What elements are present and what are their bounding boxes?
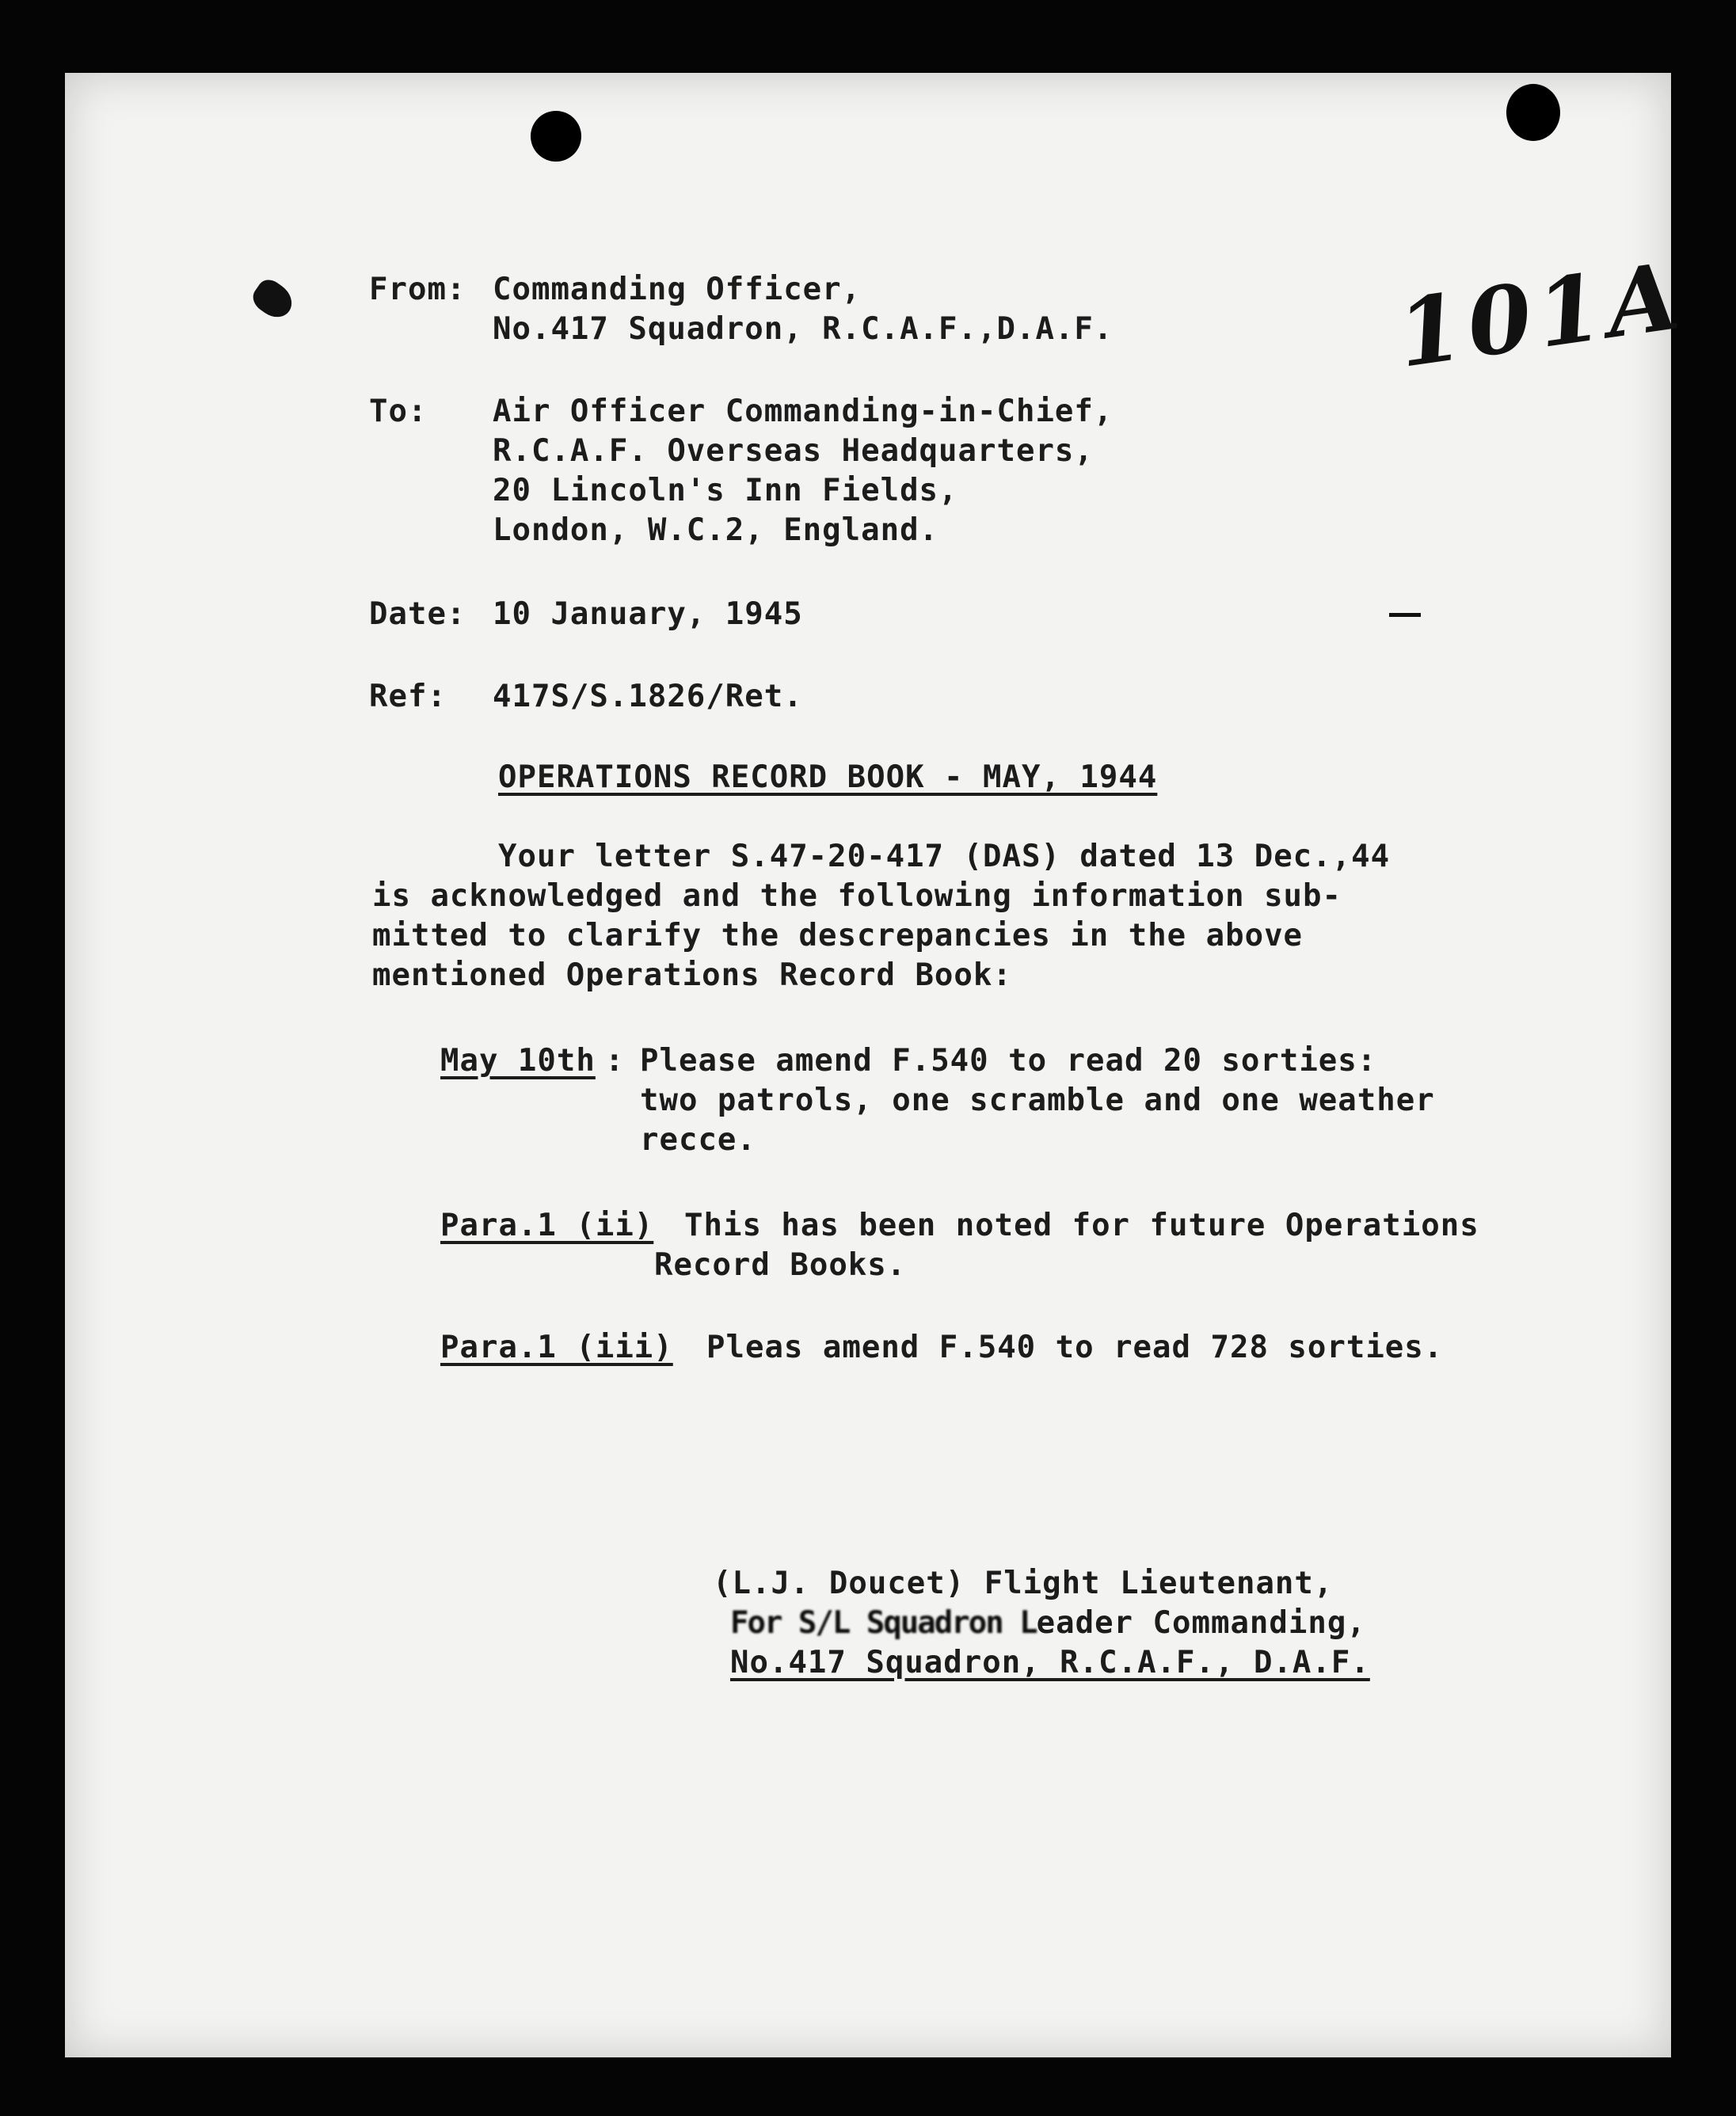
struck-text: For S/L Squadron L: [730, 1605, 1037, 1641]
from-line: Commanding Officer,: [493, 272, 862, 307]
item-line: This has been noted for future Operations: [684, 1208, 1479, 1243]
to-line: Air Officer Commanding-in-Chief,: [493, 394, 1114, 429]
item-line: Record Books.: [654, 1247, 907, 1283]
item-line: two patrols, one scramble and one weather: [640, 1083, 1435, 1118]
signature-name-line: (L.J. Doucet) Flight Lieutenant,: [713, 1566, 1334, 1601]
to-line: 20 Lincoln's Inn Fields,: [493, 473, 958, 508]
body-line: mitted to clarify the descrepancies in the above: [372, 918, 1304, 953]
item-label: May 10th: [440, 1043, 596, 1079]
body-line: is acknowledged and the following information sub-: [372, 878, 1342, 914]
item-label: Para.1 (ii): [440, 1208, 654, 1243]
to-line: R.C.A.F. Overseas Headquarters,: [493, 433, 1094, 469]
punch-hole-left: [531, 111, 581, 162]
item-colon: :: [605, 1043, 625, 1079]
item-line: Please amend F.540 to read 20 sorties:: [640, 1043, 1377, 1079]
subject-line: OPERATIONS RECORD BOOK - MAY, 1944: [498, 759, 1158, 795]
signature-title-line: [730, 1605, 1366, 1641]
signature-title-rest: eader Commanding,: [1036, 1605, 1366, 1641]
date-label: Date:: [369, 596, 466, 632]
ref-value: 417S/S.1826/Ret.: [493, 679, 803, 714]
from-line: No.417 Squadron, R.C.A.F.,D.A.F.: [493, 311, 1114, 347]
signature-unit-line: No.417 Squadron, R.C.A.F., D.A.F.: [730, 1645, 1370, 1680]
to-line: London, W.C.2, England.: [493, 512, 939, 548]
ink-blot: [248, 275, 299, 323]
punch-hole-right: [1506, 84, 1560, 141]
body-line: Your letter S.47-20-417 (DAS) dated 13 Dec.,44: [498, 839, 1391, 874]
item-line: recce.: [640, 1122, 756, 1158]
from-label: From:: [369, 272, 466, 307]
body-line: mentioned Operations Record Book:: [372, 957, 1012, 993]
item-line: Pleas amend F.540 to read 728 sorties.: [706, 1330, 1444, 1365]
document-page: [65, 73, 1692, 2057]
date-value: 10 January, 1945: [493, 596, 803, 632]
ref-label: Ref:: [369, 679, 447, 714]
to-label: To:: [369, 394, 428, 429]
archive-number: 101A: [1391, 242, 1692, 389]
margin-dash: [1389, 613, 1421, 617]
item-label: Para.1 (iii): [440, 1330, 673, 1365]
